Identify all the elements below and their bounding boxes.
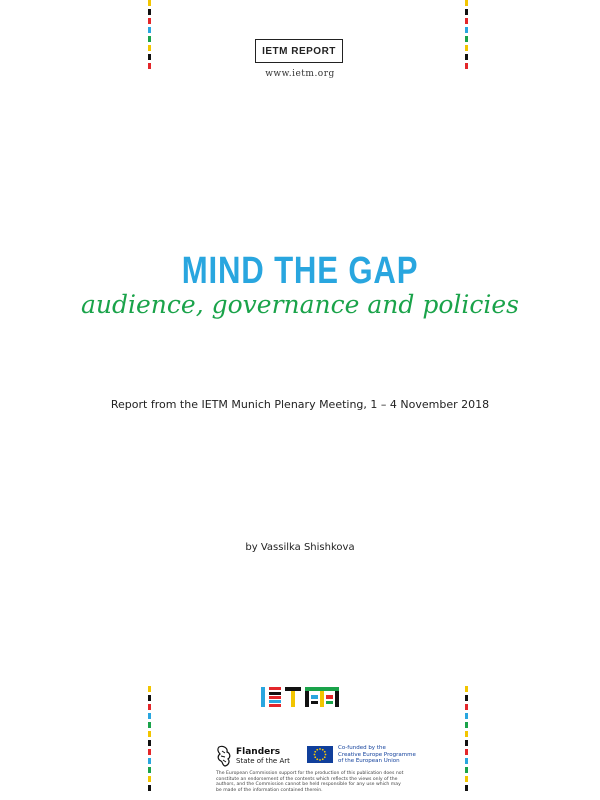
flanders-logo — [216, 744, 290, 768]
color-strip-bottom-right — [465, 686, 468, 800]
ietm-logo — [261, 687, 339, 707]
flanders-name: Flanders — [236, 746, 281, 757]
page-subtitle: audience, governance and policies — [81, 290, 519, 319]
meeting-description: Report from the IETM Munich Plenary Meeting, 1 – 4 November 2018 — [110, 398, 490, 411]
author-line: by Vassilka Shishkova — [245, 542, 355, 553]
color-strip-top-left — [148, 0, 151, 78]
color-strip-top-right — [465, 0, 468, 78]
report-label: IETM REPORT — [255, 39, 343, 63]
color-strip-bottom-left — [148, 686, 151, 800]
eu-text-line3: of the European Union — [338, 758, 400, 764]
flanders-tagline: State of the Art — [236, 756, 290, 765]
flanders-lion-icon — [216, 745, 232, 767]
eu-logo — [307, 745, 416, 765]
eu-text-line1: Co-funded by the — [338, 745, 386, 751]
website-link[interactable]: www.ietm.org — [265, 69, 335, 79]
eu-text-line2: Creative Europe Programme — [338, 751, 416, 758]
page-title: MIND THE GAP — [181, 250, 419, 292]
eu-disclaimer: The European Commission support for the production of this publication does not constitute an endorsement of the contents which reflects the views only of the authors, and the Commission cannot be held responsible for any use which may be made of the information contained therein. — [216, 771, 404, 793]
eu-flag-icon — [307, 746, 333, 763]
